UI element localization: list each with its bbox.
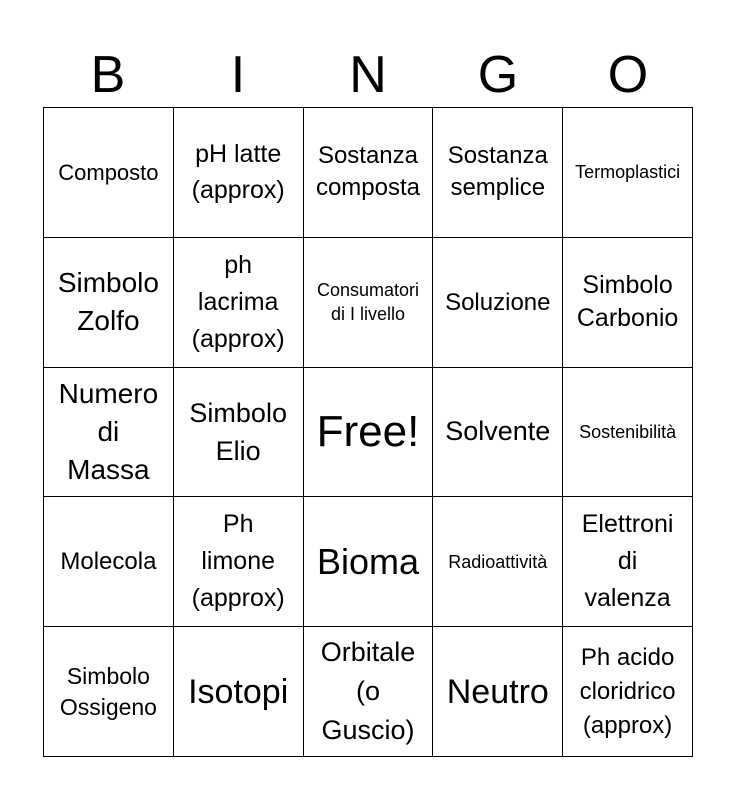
free-cell[interactable] [304, 368, 434, 498]
cell-label: Numero di Massa [58, 377, 159, 485]
bingo-cell[interactable] [433, 627, 563, 757]
cell-label: Sostanza semplice [447, 142, 548, 202]
bingo-cell[interactable] [433, 368, 563, 498]
bingo-cell[interactable] [563, 497, 693, 627]
cell-label: Simbolo Zolfo [57, 267, 159, 337]
header-letter-o: O [607, 46, 649, 104]
cell-label: Sostenibilità [579, 421, 677, 442]
bingo-cell[interactable] [44, 238, 174, 368]
bingo-card-grid [43, 107, 693, 757]
cell-label: Simbolo Elio [189, 397, 287, 466]
bingo-cell[interactable] [563, 238, 693, 368]
cell-label: Orbitale (o Guscio) [320, 637, 416, 746]
bingo-cell[interactable] [174, 368, 304, 498]
bingo-cell[interactable] [304, 238, 434, 368]
bingo-cell[interactable] [174, 497, 304, 627]
cell-label: ph lacrima (approx) [191, 250, 285, 353]
bingo-cell[interactable] [304, 108, 434, 238]
cell-label: Ph limone (approx) [191, 510, 285, 613]
bingo-cell[interactable] [304, 627, 434, 757]
cell-label: Sostanza composta [315, 142, 421, 202]
cell-label: Consumatori di I livello [316, 280, 420, 325]
bingo-cell[interactable] [563, 627, 693, 757]
cell-label: Composto [58, 159, 159, 185]
bingo-cell[interactable] [563, 368, 693, 498]
cell-label: Elettroni di valenza [581, 510, 674, 613]
bingo-cell[interactable] [563, 108, 693, 238]
bingo-header [43, 44, 693, 106]
cell-label: Molecola [60, 548, 157, 576]
cell-label: Simbolo Carbonio [576, 271, 679, 333]
cell-label: Solvente [445, 416, 551, 447]
bingo-cell[interactable] [174, 108, 304, 238]
header-letter-i: I [230, 46, 246, 104]
cell-label: Radioattività [448, 551, 548, 572]
cell-label: Ph acido cloridrico (approx) [579, 643, 676, 739]
header-letter-b: B [90, 46, 126, 104]
cell-label: pH latte (approx) [191, 140, 285, 205]
bingo-cell[interactable] [44, 108, 174, 238]
bingo-cell[interactable] [433, 497, 563, 627]
bingo-cell[interactable] [44, 627, 174, 757]
bingo-cell[interactable] [44, 497, 174, 627]
cell-label: Termoplastici [575, 162, 681, 183]
cell-label: Isotopi [188, 672, 289, 711]
cell-label: Neutro [446, 672, 549, 711]
bingo-cell[interactable] [44, 368, 174, 498]
cell-label: Bioma [316, 540, 420, 582]
bingo-cell[interactable] [433, 238, 563, 368]
bingo-cell[interactable] [174, 238, 304, 368]
cell-label: Free! [316, 406, 420, 456]
cell-label: Soluzione [445, 288, 551, 316]
bingo-cell[interactable] [433, 108, 563, 238]
cell-label: Simbolo Ossigeno [59, 662, 157, 720]
bingo-cell[interactable] [174, 627, 304, 757]
header-letter-g: G [477, 46, 519, 104]
header-letter-n: N [349, 46, 387, 104]
bingo-cell[interactable] [304, 497, 434, 627]
